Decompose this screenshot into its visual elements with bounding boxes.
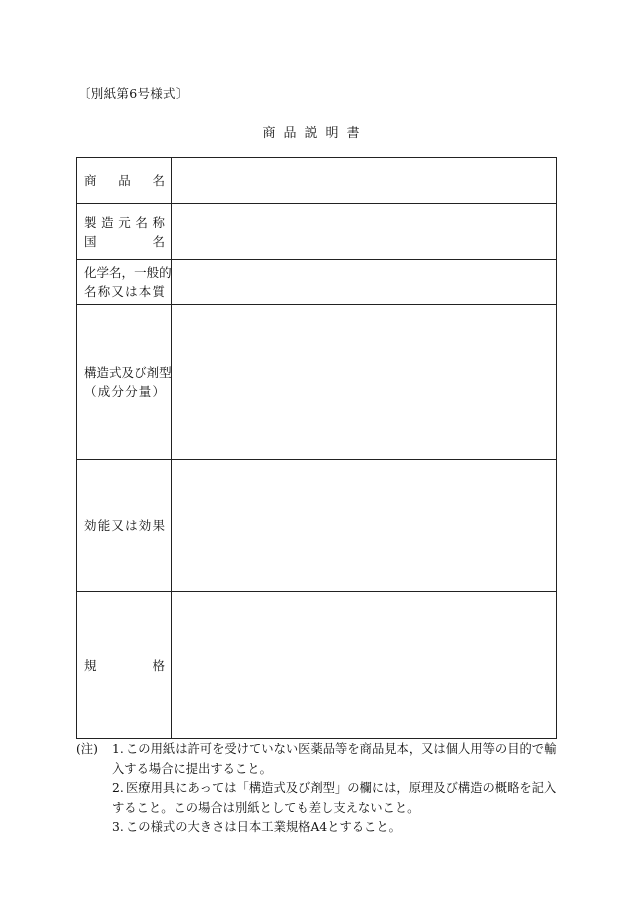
manufacturer-field[interactable] xyxy=(172,204,557,260)
table-row xyxy=(77,204,557,260)
note-number: 2. xyxy=(112,781,124,795)
table-row xyxy=(77,592,557,739)
row-label xyxy=(77,204,172,260)
table-row xyxy=(77,260,557,305)
label-line: 商 品 名 xyxy=(84,173,165,188)
label-line: 名 称 又 は 本 質 xyxy=(84,284,165,299)
product-name-field[interactable] xyxy=(172,158,557,204)
row-label xyxy=(77,260,172,305)
form-number: 〔別紙第6号様式〕 xyxy=(78,86,189,101)
specification-field[interactable] xyxy=(172,592,557,739)
row-label xyxy=(77,158,172,204)
label-line: 効 能 又 は 効 果 xyxy=(84,518,165,533)
note-text: この様式の大きさは日本工業規格A4とすること。 xyxy=(126,820,401,834)
table-row xyxy=(77,158,557,204)
row-label xyxy=(77,305,172,460)
note-number: 3. xyxy=(112,820,124,834)
chemical-name-field[interactable] xyxy=(172,260,557,305)
note-item xyxy=(112,818,562,838)
note-text: この用紙は許可を受けていない医薬品等を商品見本，又は個人用等の目的で輸入する場合に提出すること。 xyxy=(112,742,557,776)
notes-section xyxy=(76,740,562,838)
efficacy-field[interactable] xyxy=(172,460,557,592)
label-line: 規 格 xyxy=(84,657,165,673)
note-text: 医療用具にあっては「構造式及び剤型」の欄には，原理及び構造の概略を記入すること。この場合は別紙としても差し支えないこと。 xyxy=(112,781,557,815)
note-item xyxy=(112,740,562,779)
structure-formula-field[interactable] xyxy=(172,305,557,460)
label-line: 製 造 元 名 称 xyxy=(84,214,165,230)
row-label xyxy=(77,592,172,739)
note-number: 1. xyxy=(112,742,124,756)
label-line: （ 成 分 分 量 ） xyxy=(84,384,165,399)
notes-heading: (注) xyxy=(76,742,98,756)
label-line: 構 造 式 及 び 剤 型 xyxy=(84,365,172,380)
table-row xyxy=(77,460,557,592)
document-title: 商品説明書 xyxy=(262,126,368,141)
label-line: 化 学 名 ， 一 般 的 xyxy=(84,265,172,280)
note-item xyxy=(112,779,562,818)
row-label xyxy=(77,460,172,592)
product-description-table xyxy=(76,157,557,739)
table-row xyxy=(77,305,557,460)
label-line: 国 名 xyxy=(84,233,165,249)
